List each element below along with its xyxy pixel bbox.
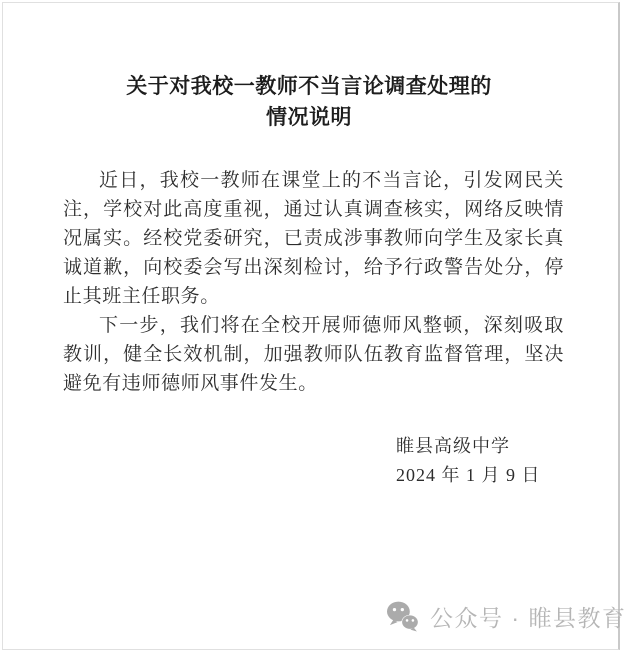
paragraph-1: 近日，我校一教师在课堂上的不当言论，引发网民关注，学校对此高度重视，通过认真调查核实，网络反映情况属实。经校党委研究，已责成涉事教师向学生及家长真诚道歉，向校委会写出深刻检讨，给予行政警告处分，停止其班主任职务。 — [63, 170, 564, 307]
document-title — [0, 71, 618, 133]
signature-block — [396, 432, 541, 490]
wechat-icon — [386, 601, 419, 632]
signature-date: 2024 年 1 月 9 日 — [396, 465, 541, 485]
title-line-2: 情况说明 — [266, 106, 352, 129]
document-body — [63, 166, 564, 398]
watermark — [386, 600, 626, 633]
paragraph-2: 下一步，我们将在全校开展师德师风整顿，深刻吸取教训，健全长效机制，加强教师队伍教育监督管理，坚决避免有违师德师风事件发生。 — [63, 315, 564, 394]
watermark-label: 公众号 · 睢县教育 — [430, 605, 627, 631]
title-line-1: 关于对我校一教师不当言论调查处理的 — [126, 75, 492, 98]
signature-school-name: 睢县高级中学 — [396, 436, 510, 456]
